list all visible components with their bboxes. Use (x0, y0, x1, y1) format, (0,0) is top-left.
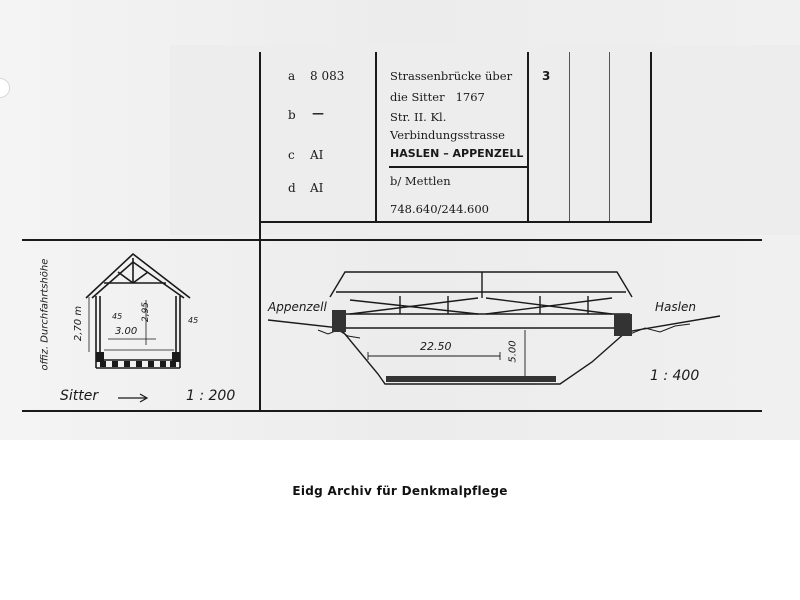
code-value-c: AI (310, 148, 324, 162)
section-scale: 1 : 200 (186, 388, 236, 404)
height-label: 2,70 m (73, 305, 85, 342)
code-letter-b: b (288, 108, 296, 122)
roof-line (330, 272, 632, 297)
width-label: 3.00 (115, 326, 138, 337)
description-line: Strassenbrücke über (390, 69, 513, 83)
span-label: 22.50 (420, 340, 452, 353)
code-value-d: AI (310, 181, 324, 195)
code-letter-c: c (288, 148, 295, 162)
description-line: Str. II. Kl. (390, 110, 447, 124)
code-letter-d: d (288, 181, 296, 195)
riverbed-stones (386, 376, 556, 382)
description-route: HASLEN – APPENZELL (390, 147, 524, 160)
clearance-vertical-label: offiz. Durchfahrtshöhe (39, 258, 51, 371)
elevation-scale: 1 : 400 (650, 368, 700, 384)
archive-caption: Eidg Archiv für Denkmalpflege (292, 484, 508, 498)
inner-height-label: 2,95 (141, 301, 152, 323)
code-value-b: — (312, 106, 324, 120)
coordinates: 748.640/244.600 (390, 202, 489, 216)
description-line: die Sitter 1767 (390, 90, 485, 104)
left-direction-label: Appenzell (268, 300, 327, 314)
description-line: b/ Mettlen (390, 174, 451, 188)
elevation-height-label: 5.00 (507, 340, 519, 363)
abutment (332, 310, 346, 332)
ground-hatch (630, 324, 690, 334)
small-label-right: 45 (188, 316, 199, 325)
description-line: Verbindungsstrasse (390, 128, 505, 142)
code-letter-a: a (288, 69, 296, 83)
small-label-left: 45 (112, 312, 123, 321)
code-value-a: 8 083 (310, 69, 345, 83)
river-label: Sitter (60, 388, 99, 404)
abutment (614, 314, 632, 336)
right-direction-label: Haslen (655, 300, 696, 314)
record-number: 3 (542, 69, 551, 83)
